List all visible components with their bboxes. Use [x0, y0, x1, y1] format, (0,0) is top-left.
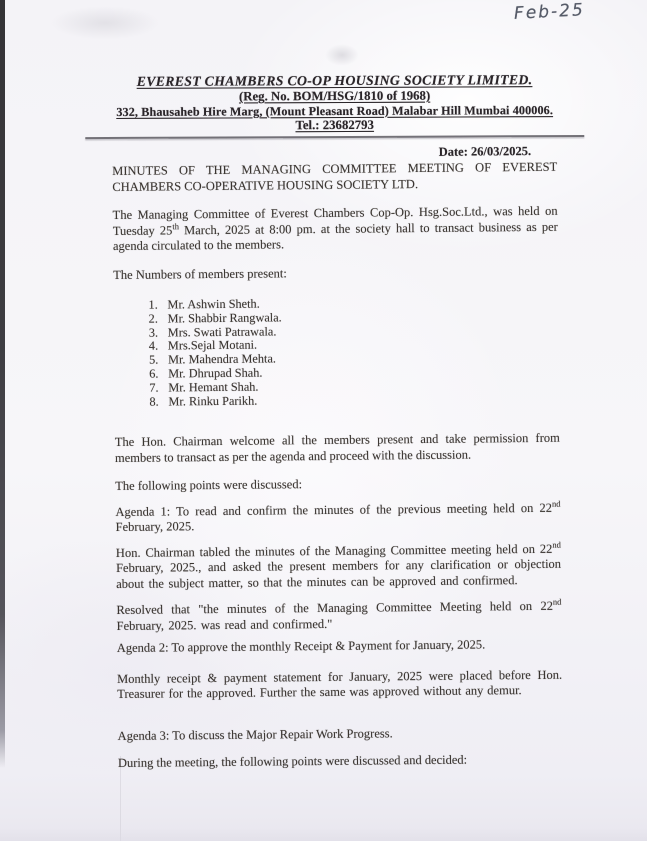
resolution-text: Resolved that "the minutes of the Managing Committee Meeting held on 22 [116, 598, 553, 617]
intro-paragraph [113, 203, 558, 254]
member-name: Mrs.Sejal Motani. [167, 337, 258, 353]
member-number: 4. [148, 338, 159, 353]
ordinal-suffix: th [172, 220, 179, 231]
member-number: 2. [148, 310, 158, 325]
member-number: 5. [148, 352, 159, 367]
member-name: Mr. Rinku Parikh. [168, 392, 258, 408]
agenda1-text: Agenda 1: To read and confirm the minutes of the previous meeting held on 22 [115, 500, 553, 519]
date-line: Date: 26/03/2025. [438, 143, 532, 159]
member-number: 6. [149, 366, 159, 381]
member-number: 8. [149, 393, 159, 408]
agenda1-resolution-paragraph [116, 596, 562, 634]
member-name: Mrs. Swati Patrawala. [167, 323, 277, 339]
member-name: Mr. Shabbir Rangwala. [167, 309, 282, 325]
scan-edge-shadow [0, 0, 5, 768]
agenda3-heading: Agenda 3: To discuss the Major Repair Work Progress. [117, 725, 393, 743]
intro-text: March, 2025 at 8:00 pm. at the society hall to transact business as per agenda circulated to the members. [112, 218, 558, 253]
agenda3-body-intro: During the meeting, the following points were discussed and decided: [117, 752, 468, 770]
agenda1-body-text: Hon. Chairman tabled the minutes of the Managing Committee meeting held on 22 [115, 541, 553, 560]
agenda2-heading: Agenda 2: To approve the monthly Receipt & Payment for January, 2025. [116, 637, 486, 655]
chairman-welcome-paragraph: The Hon. Chairman welcome all the members present and take permission from members to transact as per the agenda and proceed with the discussion. [114, 430, 560, 465]
society-address: 332, Bhausaheb Hire Marg, (Mount Pleasant Road) Malabar Hill Mumbai 400006. [116, 102, 554, 119]
members-present-label: The Numbers of members present: [113, 265, 287, 281]
ordinal-suffix: nd [552, 596, 562, 607]
letterhead [112, 72, 557, 138]
member-number: 3. [148, 324, 159, 339]
ordinal-suffix: nd [552, 538, 561, 550]
member-name: Mr. Mahendra Mehta. [167, 351, 277, 367]
agenda1-body-paragraph [115, 538, 562, 592]
document-title: MINUTES OF THE MANAGING COMMITTEE MEETING OF EVEREST CHAMBERS CO-OPERATIVE HOUSING SOCIETY LTD. [112, 159, 558, 193]
society-telephone: Tel.: 23682793 [295, 117, 374, 133]
member-number: 1. [148, 297, 158, 312]
member-list-item [149, 391, 559, 409]
scan-smudge [50, 6, 160, 40]
agenda1-body-text: February, 2025., and asked the present members for any clarification or objection about the subject matter, so that the minutes can be approved and confirmed. [115, 556, 562, 591]
society-name: EVEREST CHAMBERS CO-OP HOUSING SOCIETY LIMITED. [136, 72, 533, 89]
letterhead-divider [85, 134, 584, 138]
member-name: Mr. Ashwin Sheth. [167, 296, 260, 311]
agenda1-heading [115, 497, 561, 535]
page-content [112, 72, 563, 771]
agenda1-text: February, 2025. [115, 519, 195, 534]
agenda2-body-paragraph: Monthly receipt & payment statement for January, 2025 were placed before Hon. Treasurer for the approved. Further the same was approved without any demur. [117, 667, 563, 701]
member-name: Mr. Hemant Shah. [168, 378, 259, 394]
points-discussed-label: The following points were discussed: [115, 477, 303, 493]
ordinal-suffix: nd [551, 497, 561, 509]
registration-number: (Reg. No. BOM/HSG/1810 of 1968) [238, 88, 431, 104]
document-body [112, 143, 563, 771]
intro-text: The Managing Committee of Everest Chambers Cop-Op. Hsg.Soc.Ltd., was held on Tuesday 25 [112, 203, 558, 237]
member-name: Mr. Dhrupad Shah. [168, 365, 263, 380]
resolution-text: February, 2025. was read and confirmed." [116, 616, 333, 633]
handwritten-note: Feb-25 [513, 0, 586, 24]
member-number: 7. [149, 379, 159, 394]
scan-smudge [325, 44, 359, 66]
members-list [113, 294, 559, 409]
